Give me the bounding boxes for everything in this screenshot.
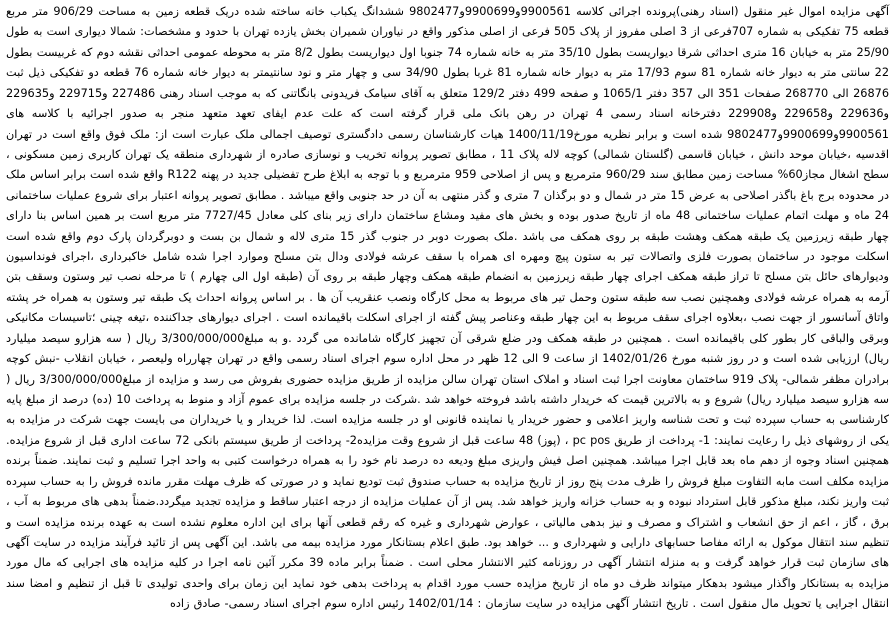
auction-notice-text: آگهی مزایده اموال غیر منقول (اسناد رهنی)پرونده اجرائی کلاسه 9900561و9900699و9802477 ششدانگ یکباب خانه ساخته شده دریک قطعه زمین به مساحت 906/29 متر مربع قطعه 75 تفکیکی به شماره 707فرعی از 3 اصلی مفروز از پلاک 505 فرعی از اصلی مذکور واقع در نیاوران شمیران بخش یازده تهران با حدود و مشخصات: شمالا دیواری است به طول 25/90 متر به خیابان 16 متری احداثی شرقا دیواریست بطول 35/10 متر به خانه شماره 74 جنوبا اول دیواریست بطول 8/2 متر به محوطه عمومی احداثی نقشه دوم که غربیست بطول 22 سانتی متر به دیوار خانه شماره 81 سوم 17/93 متر به دیوار خانه شماره 81 غربا بطول 34/90 سی و چهار متر و نود سانتیمتر به دیوار خانه شماره 76 قطعه دو تفکیکی ذیل ثبت 26876 الی 268770 صفحات 351 الی 357 دفتر 1065/1 و صفحه 499 دفتر 129/2 متعلق به آقای سیامک فریدونی بانگاتنی که به موجب اسناد رهنی 227486 و229715 و229635 و229636 و229658 و229908 دفترخانه اسناد رسمی 4 تهران در رهن بانک ملی قرار گرفته است که علت عدم ایفای تعهد متعهد منجر به صدور اجرائیه با کلاسه های 9900561و9900699و9802477 شده است و برابر نظریه مورخ1400/11/19 هیات کارشناسان رسمی دادگستری توصیف اجمالی ملک عبارت است از: ملک فوق واقع است در تهران اقدسیه ،خیابان موحد دانش ، خیابان قاسمی (گلستان شمالی) کوچه لاله پلاک 11 ، مطابق تصویر پروانه تخریب و نوسازی صادره از شهرداری منطقه یک تهران کاربری زمین مسکونی ، سطح اشغال مجاز60% مساحت زمین مطابق سند 960/29 مترمربع و پس از اصلاحی 959 مترمربع و با توجه به ابلاغ طرح تفضیلی جدید در پهنه R122 واقع شده است برابر اساس ملک در محدوده برج باغ باگذر اصلاحی به عرض 15 متر در شمال و دو برگذان 7 متری و گذر منتهی به آن در حد جنوبی واقع میباشد . مطابق تصویر پروانه اعتبار برای شروع عملیات ساختمانی 24 ماه و مهلت اتمام عملیات ساختمانی 48 ماه از تاریخ صدور بوده و بخش های مفید ومشاع ساختمان دارای زیر بنای کلی معادل 7727/45 متر مربع است بر همین اساس بنا دارای چهار طبقه زیرزمین یک طبقه همکف وهشت طبقه بر روی همکف می باشد .ملک بصورت دوبر در جنوب گذر 15 متری لاله و شمال بن بست و دوبرگردان پارک دوم واقع شده است اسکلت موجود در ساختمان بصورت فلزی واتصالات تیر به ستون پیچ ومهره ای همراه با سقف عرشه فولادی ودال بتن مسلح وموارد اجرا شده شامل خاکبرداری ،اجرای فونداسیون ودیوارهای حائل بتن مسلح تا تراز طبقه همکف اجرای چهار طبقه زیرزمین به انضمام طبقه همکف وچهار طبقه بر روی آن (طبقه اول الی چهارم ) تا مرحله نصب تیر وستون وسقف بتن آرمه به همراه عرشه فولادی وهمچنین نصب سه طبقه ستون وحمل تیر های مربوط به محل کارگاه ونصب عنقریب آن ها . بر اساس پروانه احداث یک طبقه تیر وستون به همراه خر پشته واتاق آسانسور از جهت نصب ،بعلاوه اجرای سقف مربوط به این چهار طبقه وعناصر پیش گفته از اجرای اسکلت باقیمانده است . اجرای دیوارهای جداکننده ،تیغه چینی ؛تاسیسات مکانیکی وبرقی والباقی کار بطور کلی باقیمانده است . همچنین در طبقه همکف ودر ضلع شرقی آن تجهیز کارگاه شامانده می گردد .و به مبلغ3/300/000/000 ریال ( سه هزارو سیصد میلیارد ریال) ارزیابی شده است و در روز شنبه مورخ 1402/01/26 از ساعت 9 الی 12 ظهر در محل اداره سوم اجرای اسناد رسمی واقع در تهران چهارراه ولیعصر ، خیابان انقلاب -نبش کوچه برادران مظفر شمالی- پلاک 919 ساختمان معاونت اجرا ثبت اسناد و املاک استان تهران سالن مزایده از طریق مزایده حضوری بفروش می رسد و مزایده از مبلغ3/300/000/000 ریال ( سه هزارو سیصد میلیارد ریال) شروع و به بالاترین قیمت که خریدار داشته باشد فروخته خواهد شد .شرکت در جلسه مزایده برای عموم آزاد و منوط به پرداخت 10 (ده) درصد از مبلغ پایه کارشناسی به حساب سپرده ثبت و تحت شناسه واریز اعلامی و حضور خریدار یا نماینده قانونی او در جلسه مزایده است. لذا خریدار و یا خریداران می بایست جهت شرکت در مزایده به یکی از روشهای ذیل را رعایت نمایند: 1- پرداخت از طریق pc pos ، (پوز) 48 ساعت قبل از شروع وقت مزایده2- پرداخت از طریق سیستم بانکی 72 ساعت اداری قبل از شروع مزایده. همچنین اسناد وجوه از دهم ماه بعد قابل اجرا میباشد. همچنین اصل فیش واریزی مبلغ ودیعه ده درصد نام خود را به همراه درخواست کتبی به واحد اجرا تسلیم و ثبت نمایند. ضمناً برنده مزایده مکلف است مابه التفاوت مبلغ فروش را ظرف مدت پنج روز از تاریخ مزایده به حساب صندوق ثبت تودیع نماید و در صورتی که ظرف مهلت مقرر مانده فروش را به حساب سپرده ثبت واریز نکند، مبلغ مذکور قابل استرداد نبوده و به حساب خزانه واریز خواهد شد. پس از آن عملیات مزایده از درجه اعتبار ساقط و مزایده تجدید میگردد.ضمناً بدهی های مربوط به آب ، برق ، گاز ، اعم از حق انشعاب و اشتراک و مصرف و نیز بدهی مالیاتی ، عوارض شهرداری و غیره که رقم قطعی آنها برای این اداره معلوم نشده است به عهده برنده مزایده است و تنظیم سند انتقال موکول به ارائه مفاصا حسابهای دارایی و شهرداری و ... خواهد بود. طبق اعلام بستانکار مورد مزایده بیمه می باشد. این آگهی پس از تائید فرآیند مزایده در سایت آگهی های سازمان ثبت قرار خواهد گرفت و به منزله انتشار آگهی در روزنامه کثیر الانتشار محلی است . ضمناً برابر ماده 39 مکرر آئین نامه اجرا در کلیه مزایده های اجرایی که مال مورد مزایده به بستانکار واگذار میشود بدهکار میتواند ظرف دو ماه از تاریخ مزایده حسب مورد اقدام به پرداخت بدهی خود نماید این زمان برای واحدی تولیدی تا قبل از تنظیم و امضا سند انتقال اجرایی یا تحویل مال منقول است . تاریخ انتشار آگهی مزایده در سایت سازمان : 1402/01/14 رئیس اداره سوم اجرای اسناد رسمی- صادق زاده xyxy=(6,5,890,611)
